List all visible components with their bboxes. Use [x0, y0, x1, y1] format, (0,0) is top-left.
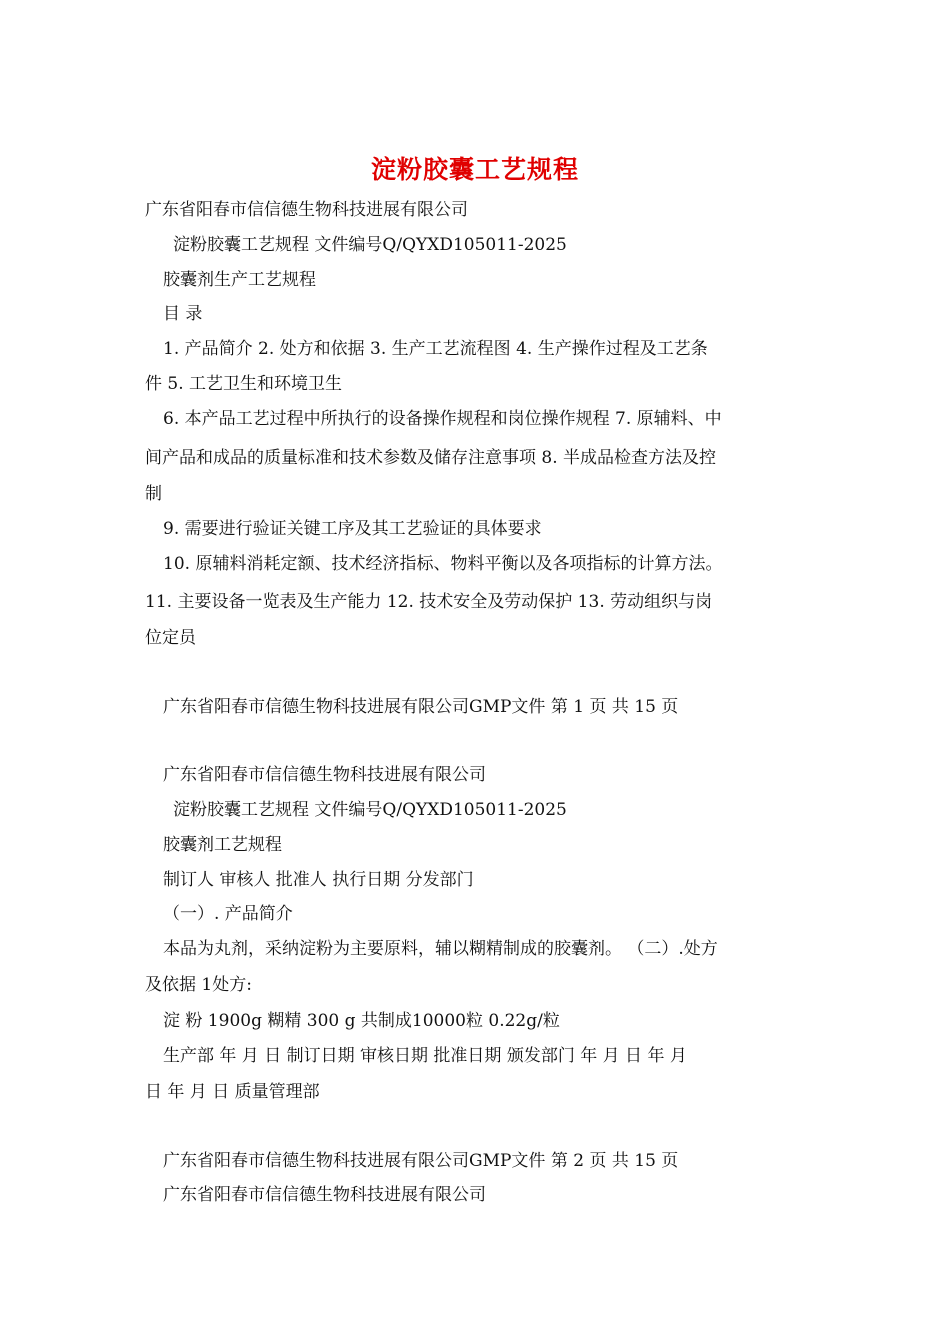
doc-subtitle: 胶囊剂生产工艺规程 — [163, 270, 316, 290]
section-heading: （一）. 产品简介 — [163, 904, 293, 924]
approval-fields: 生产部 年 月 日 制订日期 审核日期 批准日期 颁发部门 年 月 日 年 月 — [163, 1046, 687, 1066]
toc-item: 制 — [145, 484, 162, 504]
page-footer: 广东省阳春市信德生物科技进展有限公司GMP文件 第 1 页 共 15 页 — [163, 697, 679, 717]
page-footer: 广东省阳春市信德生物科技进展有限公司GMP文件 第 2 页 共 15 页 — [163, 1151, 679, 1171]
company-name: 广东省阳春市信信德生物科技进展有限公司 — [145, 200, 468, 220]
toc-item: 间产品和成品的质量标准和技术参数及储存注意事项 8. 半成品检查方法及控 — [145, 448, 717, 468]
toc-item: 1. 产品简介 2. 处方和依据 3. 生产工艺流程图 4. 生产操作过程及工艺条 — [163, 339, 708, 359]
toc-item: 位定员 — [145, 628, 196, 648]
body-paragraph: 及依据 1处方: — [145, 975, 252, 995]
toc-item: 11. 主要设备一览表及生产能力 12. 技术安全及劳动保护 13. 劳动组织与岗 — [145, 592, 713, 612]
body-paragraph: 本品为丸剂，采纳淀粉为主要原料，辅以糊精制成的胶囊剂。 （二）.处方 — [163, 939, 718, 959]
company-name: 广东省阳春市信信德生物科技进展有限公司 — [163, 765, 486, 785]
company-name: 广东省阳春市信信德生物科技进展有限公司 — [163, 1185, 486, 1205]
toc-heading: 目 录 — [163, 304, 203, 324]
document-title: 淀粉胶囊工艺规程 — [370, 155, 579, 184]
formula-line: 淀 粉 1900g 糊精 300 g 共制成10000粒 0.22g/粒 — [163, 1011, 560, 1031]
toc-item: 9. 需要进行验证关键工序及其工艺验证的具体要求 — [163, 519, 542, 539]
doc-subtitle: 胶囊剂工艺规程 — [163, 835, 282, 855]
doc-header-line: 淀粉胶囊工艺规程 文件编号Q/QYXD105011-2025 — [173, 235, 567, 255]
toc-item: 10. 原辅料消耗定额、技术经济指标、物料平衡以及各项指标的计算方法。 — [163, 554, 723, 574]
toc-item: 6. 本产品工艺过程中所执行的设备操作规程和岗位操作规程 7. 原辅料、中 — [163, 409, 722, 429]
toc-item: 件 5. 工艺卫生和环境卫生 — [145, 374, 343, 394]
approval-fields: 日 年 月 日 质量管理部 — [145, 1082, 320, 1102]
signature-fields: 制订人 审核人 批准人 执行日期 分发部门 — [163, 870, 474, 890]
doc-header-line: 淀粉胶囊工艺规程 文件编号Q/QYXD105011-2025 — [173, 800, 567, 820]
